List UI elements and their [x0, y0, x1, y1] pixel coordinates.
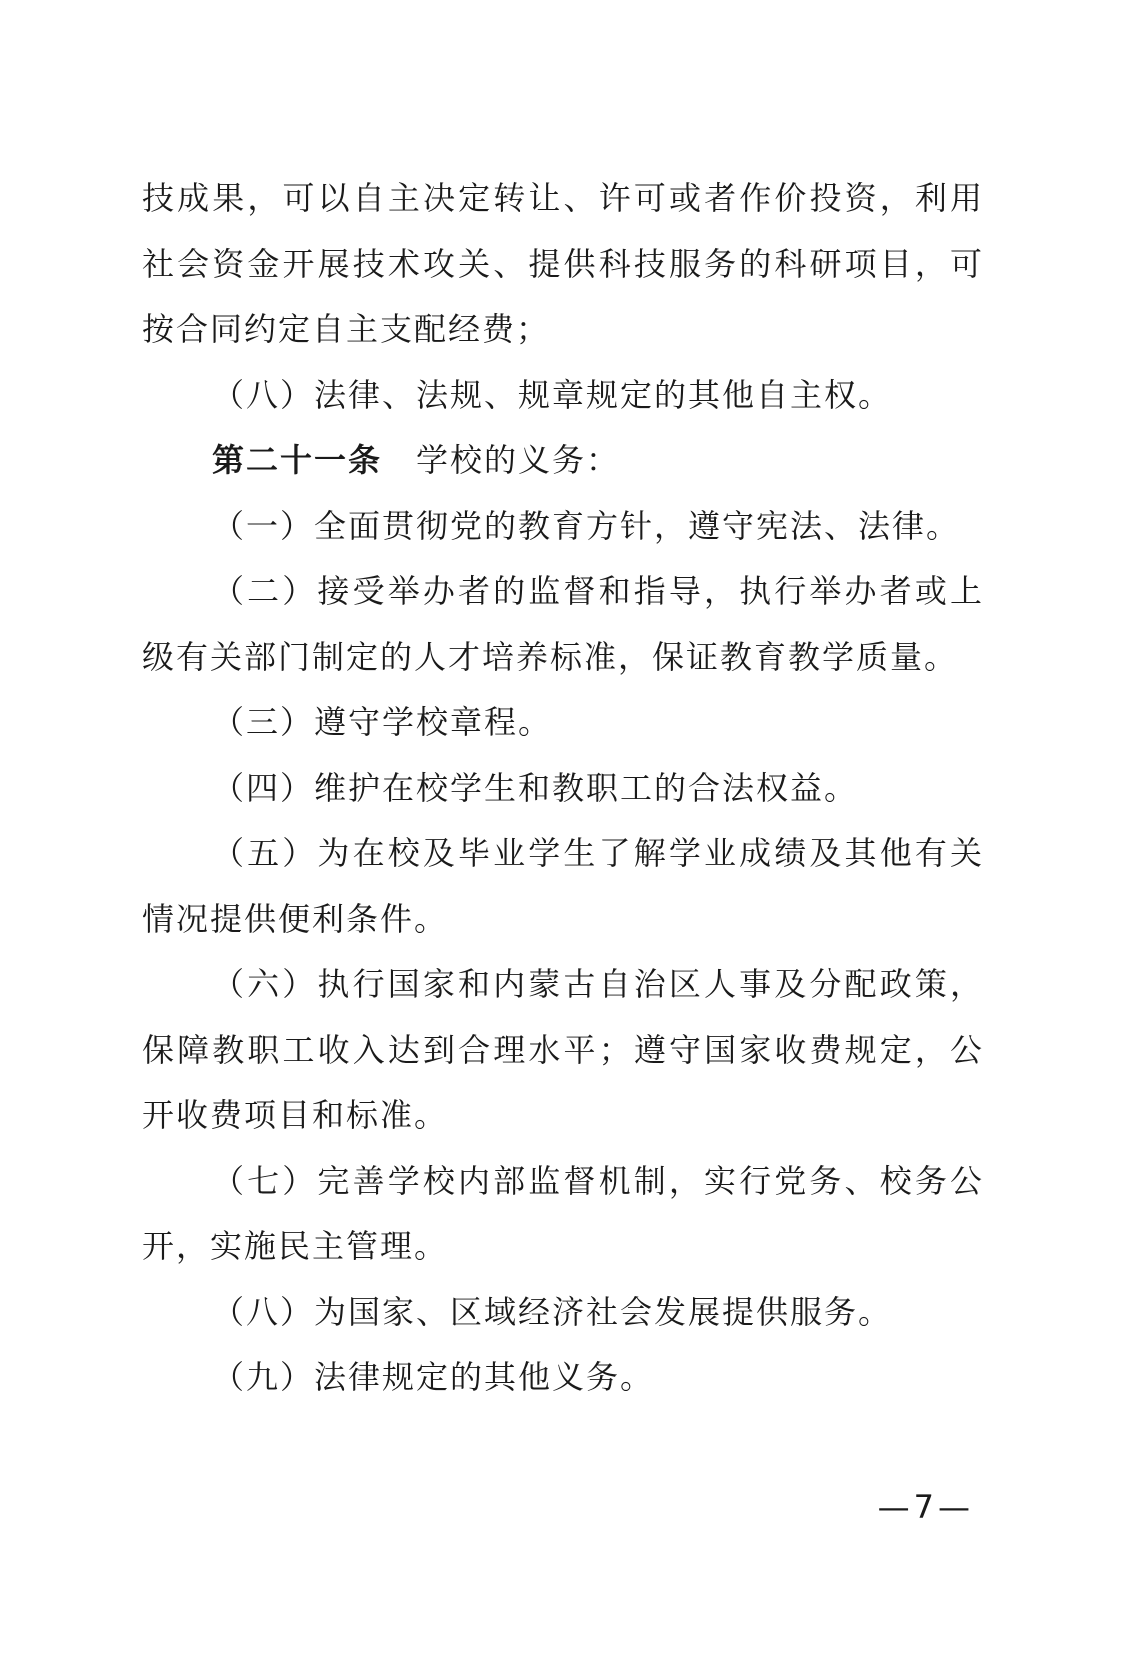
list-item: （八）法律、法规、规章规定的其他自主权。 [212, 375, 893, 414]
text-line: 开收费项目和标准。 [142, 1096, 449, 1134]
list-item: （七）完善学校内部监督机制，实行党务、校务公 [212, 1161, 982, 1200]
article-heading [142, 428, 982, 494]
text-line: 情况提供便利条件。 [142, 899, 449, 938]
document-body [142, 166, 982, 1411]
list-item: （六）执行国家和内蒙古自治区人事及分配政策， [212, 965, 982, 1003]
page-number: —7— [877, 1488, 974, 1526]
article-title: 学校的义务： [416, 441, 621, 479]
list-item: （四）维护在校学生和教职工的合法权益。 [212, 768, 859, 807]
list-item: （一）全面贯彻党的教育方针，遵守宪法、法律。 [212, 506, 961, 545]
text-line: 技成果，可以自主决定转让、许可或者作价投资，利用 [142, 179, 982, 217]
list-item: （五）为在校及毕业学生了解学业成绩及其他有关 [212, 834, 982, 872]
text-line: 保障教职工收入达到合理水平；遵守国家收费规定，公 [142, 1030, 982, 1069]
text-line: 按合同约定自主支配经费； [142, 310, 551, 348]
text-line: 社会资金开展技术攻关、提供科技服务的科研项目，可 [142, 244, 982, 283]
text-line: 开，实施民主管理。 [142, 1227, 449, 1265]
article-number: 第二十一条 [212, 441, 383, 479]
list-item: （九）法律规定的其他义务。 [212, 1358, 655, 1396]
list-item: （八）为国家、区域经济社会发展提供服务。 [212, 1292, 893, 1331]
list-item: （三）遵守学校章程。 [212, 703, 553, 741]
list-item: （二）接受举办者的监督和指导，执行举办者或上 [212, 572, 982, 610]
text-line: 级有关部门制定的人才培养标准，保证教育教学质量。 [142, 637, 959, 676]
